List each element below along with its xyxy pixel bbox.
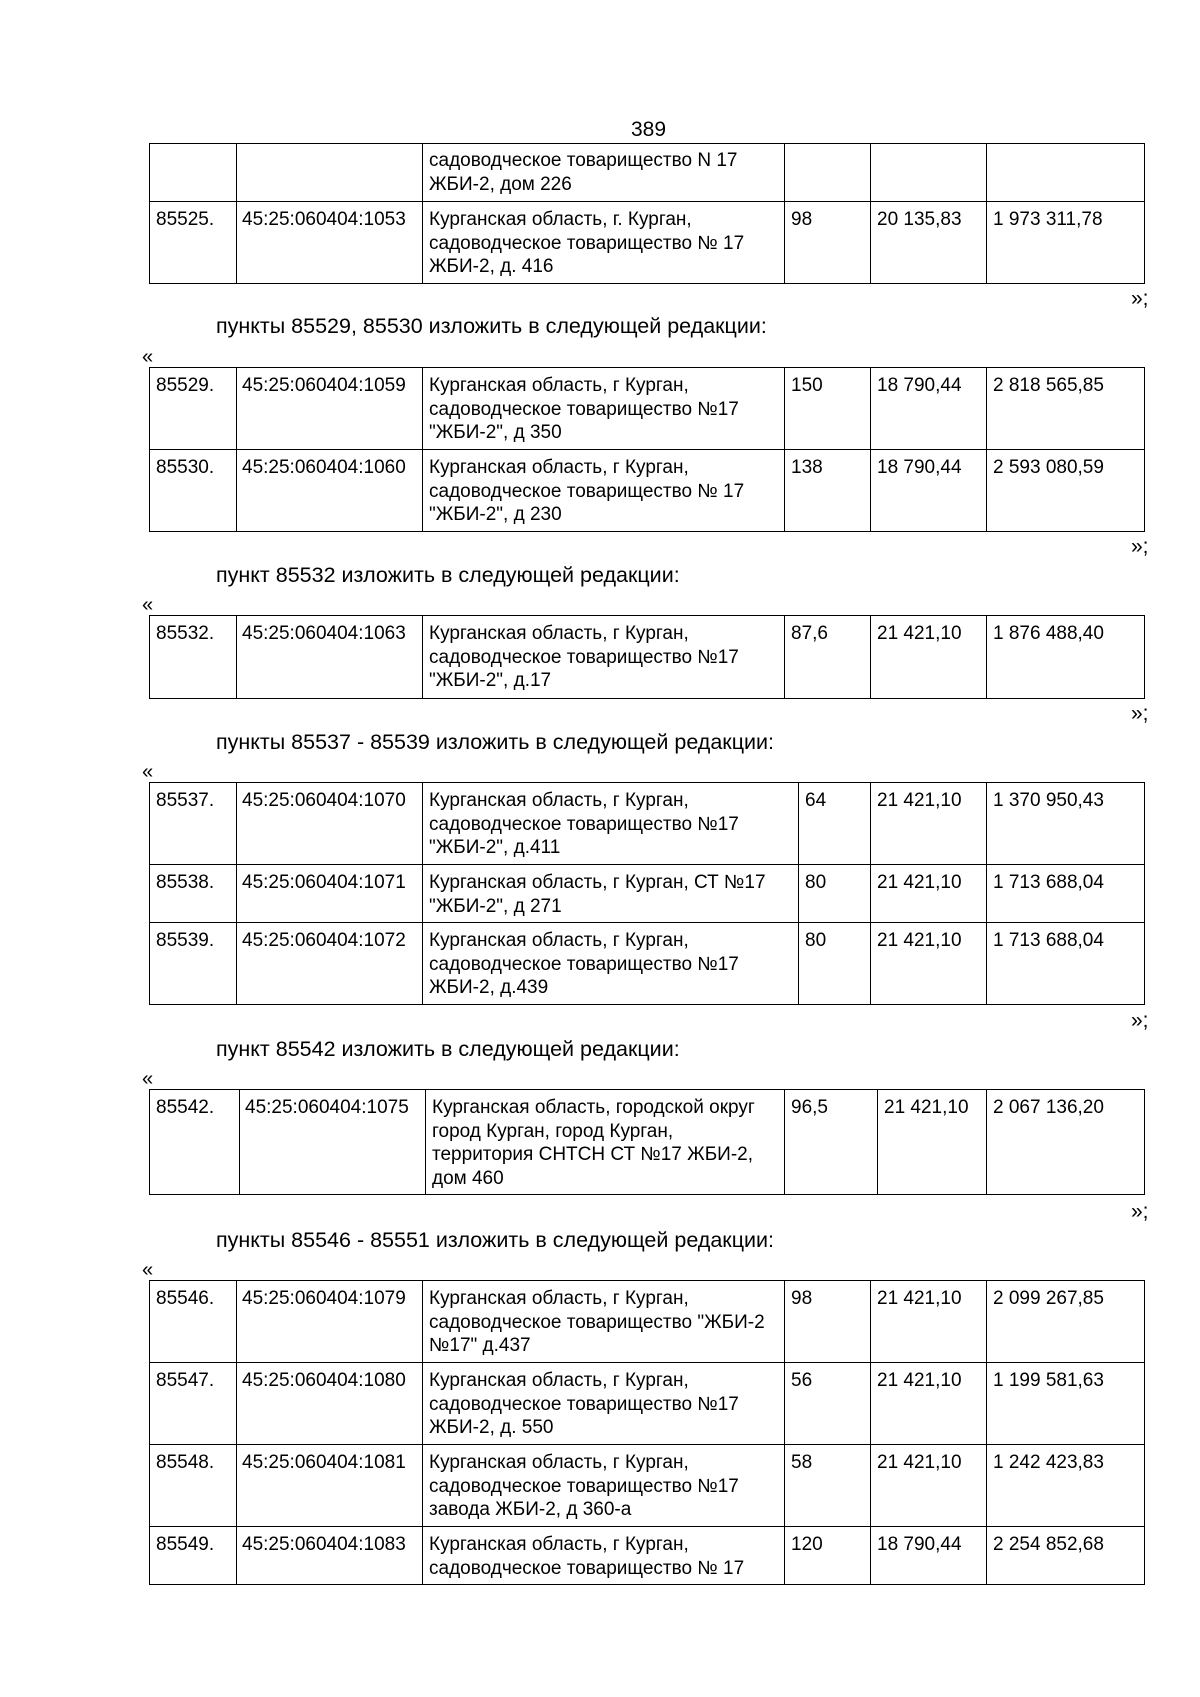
row-number-cell: 85546. [150, 1281, 237, 1363]
table-row [150, 923, 1145, 1005]
cadastral-number-cell: 45:25:060404:1059 [237, 368, 423, 450]
cadastral-value-cell: 1 713 688,04 [987, 865, 1145, 923]
row-number-cell: 85525. [150, 202, 237, 284]
row-number-cell: 85538. [150, 865, 237, 923]
specific-value-cell: 21 421,10 [871, 783, 987, 865]
address-cell: Курганская область, г Курган, садоводческое товарищество №17 завода ЖБИ-2, д 360-а [423, 1445, 785, 1527]
area-cell: 64 [799, 783, 871, 865]
specific-value-cell: 20 135,83 [871, 202, 987, 284]
closing-quote: »; [1131, 1200, 1149, 1223]
area-cell: 56 [785, 1363, 871, 1445]
table-row [150, 1445, 1145, 1527]
table-row [150, 144, 1145, 202]
opening-quote: « [142, 594, 154, 616]
data-table [149, 1280, 1145, 1585]
data-table [149, 615, 1145, 699]
amendment-instruction: пункт 85542 изложить в следующей редакции: [216, 1037, 680, 1061]
table-row [150, 202, 1145, 284]
opening-quote: « [142, 761, 154, 783]
specific-value-cell: 21 421,10 [871, 1363, 987, 1445]
cadastral-value-cell [987, 144, 1145, 202]
cadastral-value-cell: 2 593 080,59 [987, 450, 1145, 532]
cadastral-value-cell: 1 876 488,40 [987, 616, 1145, 699]
table-row [150, 1527, 1145, 1585]
area-cell: 87,6 [785, 616, 871, 699]
area-cell: 138 [785, 450, 871, 532]
cadastral-number-cell: 45:25:060404:1079 [237, 1281, 423, 1363]
specific-value-cell: 18 790,44 [871, 368, 987, 450]
row-number-cell [150, 144, 237, 202]
cadastral-number-cell: 45:25:060404:1081 [237, 1445, 423, 1527]
data-table [149, 143, 1145, 284]
cadastral-value-cell: 2 818 565,85 [987, 368, 1145, 450]
data-table [149, 1089, 1145, 1195]
table-row [150, 1090, 1145, 1195]
area-cell: 80 [799, 865, 871, 923]
table-row [150, 1281, 1145, 1363]
row-number-cell: 85537. [150, 783, 237, 865]
address-cell: Курганская область, г Курган, садоводческое товарищество № 17 "ЖБИ-2", д 230 [423, 450, 785, 532]
cadastral-value-cell: 1 370 950,43 [987, 783, 1145, 865]
cadastral-value-cell: 2 067 136,20 [987, 1090, 1145, 1195]
cadastral-value-cell: 1 199 581,63 [987, 1363, 1145, 1445]
address-cell: Курганская область, г. Курган, садоводческое товарищество № 17 ЖБИ-2, д. 416 [423, 202, 785, 284]
amendment-instruction: пункт 85532 изложить в следующей редакции: [216, 563, 680, 587]
cadastral-value-cell: 2 254 852,68 [987, 1527, 1145, 1585]
cadastral-number-cell: 45:25:060404:1072 [237, 923, 423, 1005]
cadastral-value-cell: 1 973 311,78 [987, 202, 1145, 284]
cadastral-number-cell: 45:25:060404:1053 [237, 202, 423, 284]
area-cell: 58 [785, 1445, 871, 1527]
area-cell: 96,5 [785, 1090, 878, 1195]
data-table [149, 367, 1145, 532]
area-cell: 120 [785, 1527, 871, 1585]
amendment-instruction: пункты 85529, 85530 изложить в следующей редакции: [216, 314, 767, 338]
cadastral-value-cell: 1 242 423,83 [987, 1445, 1145, 1527]
specific-value-cell: 21 421,10 [878, 1090, 987, 1195]
row-number-cell: 85529. [150, 368, 237, 450]
area-cell: 98 [785, 202, 871, 284]
area-cell [785, 144, 871, 202]
cadastral-value-cell: 1 713 688,04 [987, 923, 1145, 1005]
cadastral-number-cell: 45:25:060404:1060 [237, 450, 423, 532]
specific-value-cell: 21 421,10 [871, 865, 987, 923]
area-cell: 80 [799, 923, 871, 1005]
area-cell: 150 [785, 368, 871, 450]
address-cell: Курганская область, г Курган, садоводческое товарищество №17 "ЖБИ-2", д.17 [423, 616, 785, 699]
cadastral-number-cell: 45:25:060404:1063 [237, 616, 423, 699]
closing-quote: »; [1131, 535, 1149, 558]
cadastral-number-cell: 45:25:060404:1080 [237, 1363, 423, 1445]
page-number: 389 [630, 118, 667, 141]
address-cell: Курганская область, г Курган, садоводческое товарищество №17 "ЖБИ-2", д 350 [423, 368, 785, 450]
address-cell: Курганская область, г Курган, садоводческое товарищество № 17 [423, 1527, 785, 1585]
row-number-cell: 85549. [150, 1527, 237, 1585]
cadastral-value-cell: 2 099 267,85 [987, 1281, 1145, 1363]
specific-value-cell: 21 421,10 [871, 923, 987, 1005]
row-number-cell: 85548. [150, 1445, 237, 1527]
address-cell: садоводческое товарищество N 17 ЖБИ-2, дом 226 [423, 144, 785, 202]
address-cell: Курганская область, г Курган, СТ №17 "ЖБИ-2", д 271 [423, 865, 799, 923]
address-cell: Курганская область, г Курган, садоводческое товарищество №17 ЖБИ-2, д. 550 [423, 1363, 785, 1445]
table-row [150, 1363, 1145, 1445]
amendment-instruction: пункты 85537 - 85539 изложить в следующей редакции: [216, 730, 775, 754]
row-number-cell: 85530. [150, 450, 237, 532]
specific-value-cell: 21 421,10 [871, 1281, 987, 1363]
area-cell: 98 [785, 1281, 871, 1363]
address-cell: Курганская область, г Курган, садоводческое товарищество №17 ЖБИ-2, д.439 [423, 923, 799, 1005]
cadastral-number-cell: 45:25:060404:1083 [237, 1527, 423, 1585]
table-row [150, 783, 1145, 865]
opening-quote: « [142, 1068, 154, 1090]
row-number-cell: 85542. [150, 1090, 240, 1195]
table-row [150, 616, 1145, 699]
table-row [150, 450, 1145, 532]
cadastral-number-cell [237, 144, 423, 202]
opening-quote: « [142, 1259, 154, 1281]
amendment-instruction: пункты 85546 - 85551 изложить в следующей редакции: [216, 1228, 775, 1252]
table-row [150, 865, 1145, 923]
closing-quote: »; [1131, 1009, 1149, 1032]
data-table [149, 782, 1145, 1005]
address-cell: Курганская область, городской округ город Курган, город Курган, территория СНТСН СТ №17 ЖБИ-2, дом 460 [426, 1090, 785, 1195]
row-number-cell: 85532. [150, 616, 237, 699]
opening-quote: « [142, 346, 154, 368]
cadastral-number-cell: 45:25:060404:1075 [240, 1090, 426, 1195]
address-cell: Курганская область, г Курган, садоводческое товарищество №17 "ЖБИ-2", д.411 [423, 783, 799, 865]
specific-value-cell: 18 790,44 [871, 1527, 987, 1585]
table-row [150, 368, 1145, 450]
row-number-cell: 85539. [150, 923, 237, 1005]
specific-value-cell: 21 421,10 [871, 616, 987, 699]
closing-quote: »; [1131, 287, 1149, 310]
address-cell: Курганская область, г Курган, садоводческое товарищество "ЖБИ-2 №17" д.437 [423, 1281, 785, 1363]
closing-quote: »; [1131, 702, 1149, 725]
cadastral-number-cell: 45:25:060404:1070 [237, 783, 423, 865]
row-number-cell: 85547. [150, 1363, 237, 1445]
cadastral-number-cell: 45:25:060404:1071 [237, 865, 423, 923]
specific-value-cell: 18 790,44 [871, 450, 987, 532]
specific-value-cell: 21 421,10 [871, 1445, 987, 1527]
specific-value-cell [871, 144, 987, 202]
